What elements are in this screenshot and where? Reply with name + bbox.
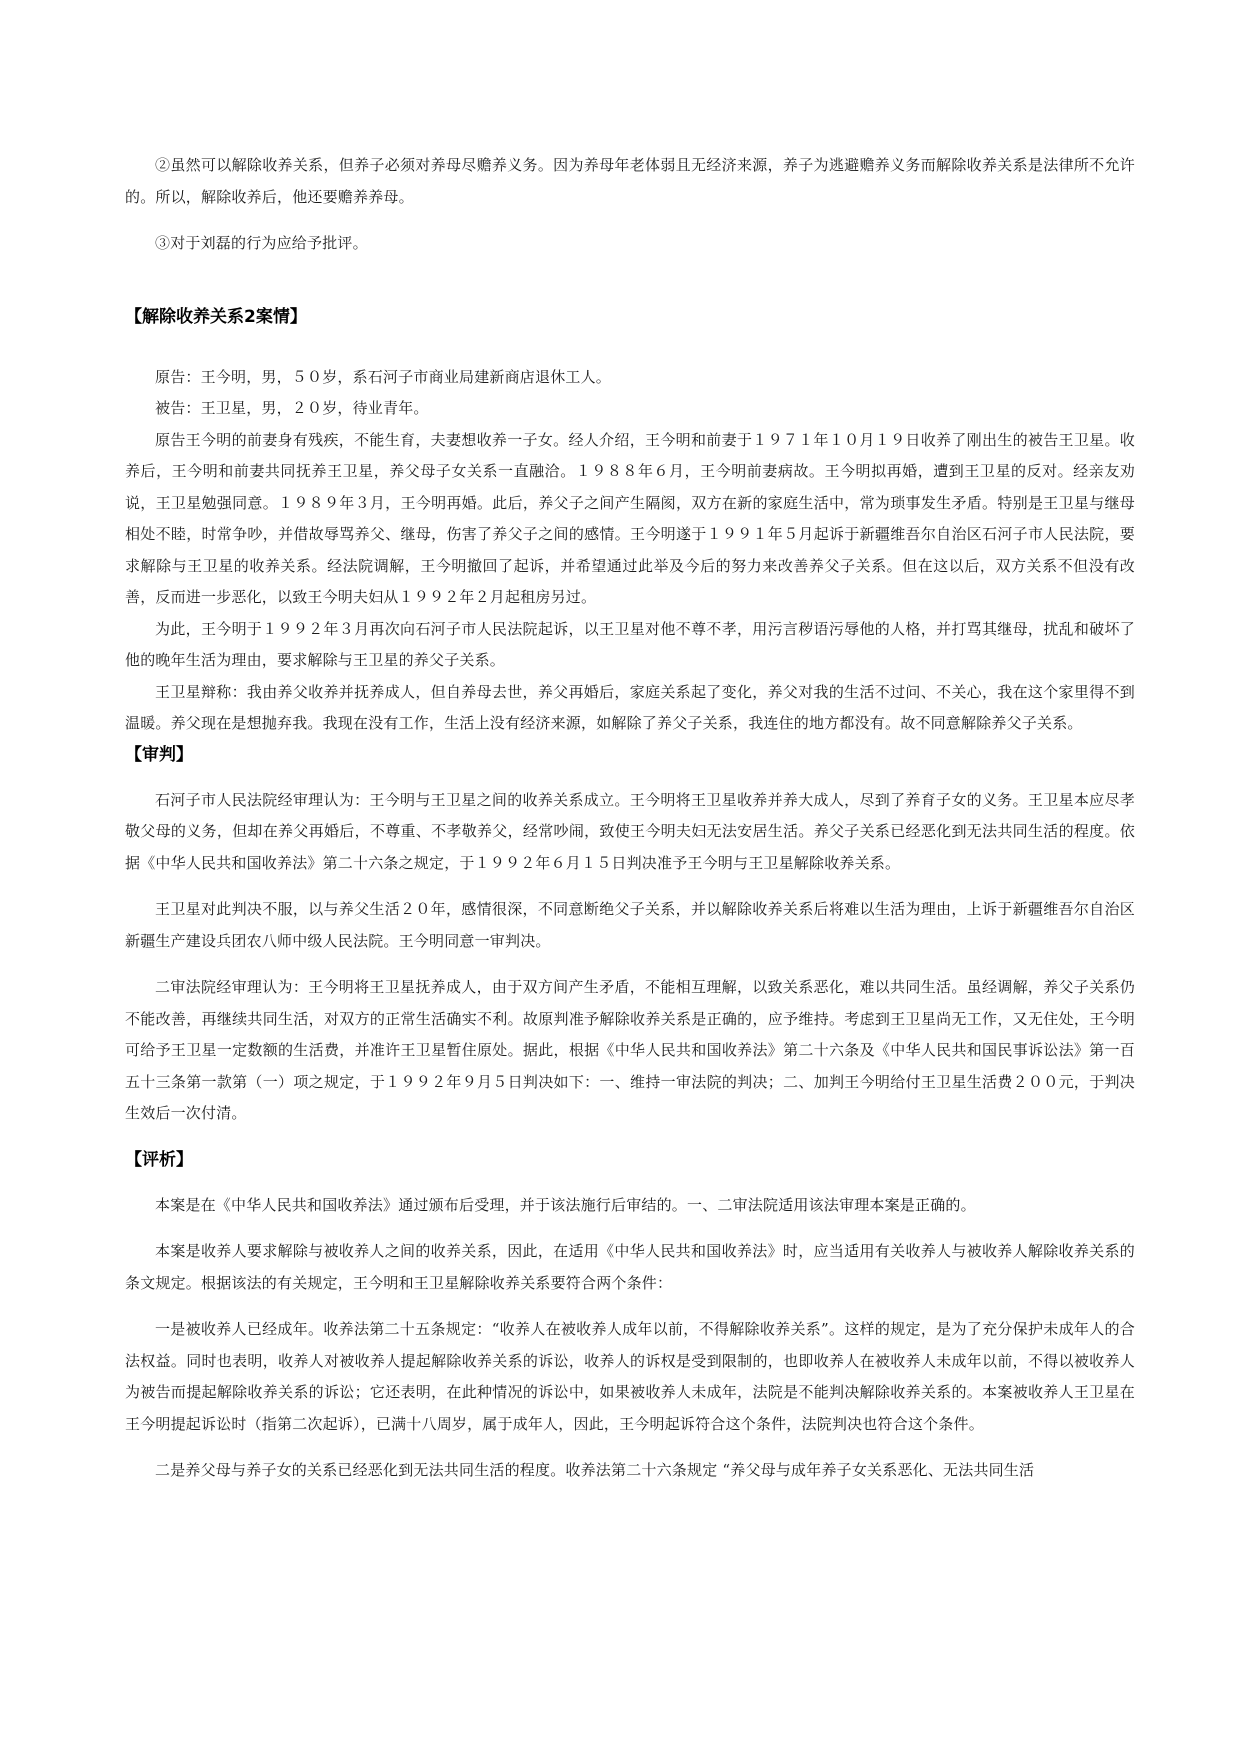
- paragraph-lawsuit: 为此，王今明于１９９２年３月再次向石河子市人民法院起诉，以王卫星对他不尊不孝，用污言秽语污辱他的人格，并打骂其继母，扰乱和破坏了他的晚年生活为理由，要求解除与王卫星的养父子关系。: [125, 619, 1135, 669]
- paragraph-condition-2: 二是养父母与养子女的关系已经恶化到无法共同生活的程度。收养法第二十六条规定 “养父母与成年养子女关系恶化、无法共同生活: [155, 1461, 1035, 1479]
- paragraph-condition-1: 一是被收养人已经成年。收养法第二十五条规定：“收养人在被收养人成年以前，不得解除收养关系”。这样的规定，是为了充分保护未成年人的合法权益。同时也表明，收养人对被收养人提起解除收养关系的诉讼，收养人的诉权是受到限制的，也即收养人在被收养人未成年以前，不得以被收养人为被告而提起解除收养关系的诉讼；它还表明，在此种情况的诉讼中，如果被收养人未成年，法院是不能判决解除收养关系的。本案被收养人王卫星在王今明提起诉讼时（指第二次起诉），已满十八周岁，属于成年人，因此，王今明起诉符合这个条件，法院判决也符合这个条件。: [125, 1320, 1135, 1433]
- heading-analysis: 【评析】: [125, 1149, 193, 1170]
- paragraph-second-instance: 二审法院经审理认为：王今明将王卫星抚养成人，由于双方间产生矛盾，不能相互理解，以致关系恶化，难以共同生活。虽经调解，养父子关系仍不能改善，再继续共同生活，对双方的正常生活确实不利。故原判准予解除收养关系是正确的，应予维持。考虑到王卫星尚无工作，又无住处，王今明可给予王卫星一定数额的生活费，并准许王卫星暂住原处。据此，根据《中华人民共和国收养法》第二十六条及《中华人民共和国民事诉讼法》第一百五十三条第一款第（一）项之规定，于１９９２年９月５日判决如下：一、维持一审法院的判决；二、加判王今明给付王卫星生活费２００元，于判决生效后一次付清。: [125, 978, 1135, 1122]
- paragraph-criticism: ③对于刘磊的行为应给予批评。: [155, 234, 368, 252]
- paragraph-analysis-2: 本案是收养人要求解除与被收养人之间的收养关系，因此，在适用《中华人民共和国收养法》时，应当适用有关收养人与被收养人解除收养关系的条文规定。根据该法的有关规定，王今明和王卫星解除收养关系要符合两个条件：: [125, 1242, 1135, 1292]
- paragraph-support-obligation: ②虽然可以解除收养关系，但养子必须对养母尽赡养义务。因为养母年老体弱且无经济来源，养子为逃避赡养义务而解除收养关系是法律所不允许的。所以，解除收养后，他还要赡养养母。: [125, 156, 1135, 206]
- paragraph-first-instance: 石河子市人民法院经审理认为：王今明与王卫星之间的收养关系成立。王今明将王卫星收养并养大成人，尽到了养育子女的义务。王卫星本应尽孝敬父母的义务，但却在养父再婚后，不尊重、不孝敬养父，经常吵闹，致使王今明夫妇无法安居生活。养父子关系已经恶化到无法共同生活的程度。依据《中华人民共和国收养法》第二十六条之规定，于１９９２年６月１５日判决准予王今明与王卫星解除收养关系。: [125, 790, 1135, 872]
- heading-trial: 【审判】: [125, 744, 193, 765]
- paragraph-defendant: 被告：王卫星，男，２０岁，待业青年。: [155, 399, 429, 417]
- paragraph-plaintiff: 原告：王今明，男，５０岁，系石河子市商业局建新商店退休工人。: [155, 367, 612, 386]
- paragraph-case-facts: 原告王今明的前妻身有残疾，不能生育，夫妻想收养一子女。经人介绍，王今明和前妻于１９７１年１０月１９日收养了刚出生的被告王卫星。收养后，王今明和前妻共同抚养王卫星，养父母子女关系一直融洽。１９８８年６月，王今明前妻病故。王今明拟再婚，遭到王卫星的反对。经亲友劝说，王卫星勉强同意。１９８９年３月，王今明再婚。此后，养父子之间产生隔阂，双方在新的家庭生活中，常为琐事发生矛盾。特别是王卫星与继母相处不睦，时常争吵，并借故辱骂养父、继母，伤害了养父子之间的感情。王今明遂于１９９１年５月起诉于新疆维吾尔自治区石河子市人民法院，要求解除与王卫星的收养关系。经法院调解，王今明撤回了起诉，并希望通过此举及今后的努力来改善养父子关系。但在这以后，双方关系不但没有改善，反而进一步恶化，以致王今明夫妇从１９９２年２月起租房另过。: [125, 430, 1135, 606]
- paragraph-appeal: 王卫星对此判决不服，以与养父生活２０年，感情很深，不同意断绝父子关系，并以解除收养关系后将难以生活为理由，上诉于新疆维吾尔自治区新疆生产建设兵团农八师中级人民法院。王今明同意一审判决。: [125, 900, 1135, 950]
- heading-case: 【解除收养关系2案情】: [125, 306, 307, 327]
- paragraph-analysis-1: 本案是在《中华人民共和国收养法》通过颁布后受理，并于该法施行后审结的。一、二审法院适用该法审理本案是正确的。: [155, 1195, 976, 1214]
- document-body: [125, 150, 1135, 1487]
- paragraph-defense: 王卫星辩称：我由养父收养并抚养成人，但自养母去世，养父再婚后，家庭关系起了变化，养父对我的生活不过问、不关心，我在这个家里得不到温暖。养父现在是想抛弃我。我现在没有工作，生活上没有经济来源，如解除了养父子关系，我连住的地方都没有。故不同意解除养父子关系。: [125, 682, 1135, 732]
